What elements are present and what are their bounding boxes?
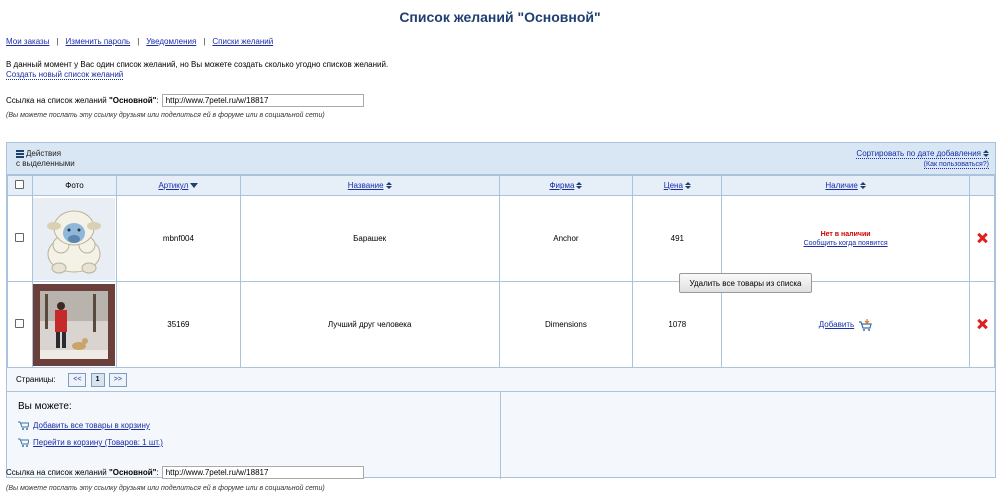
pagination-label: Страницы: [16, 375, 56, 385]
share-label-suffix: : [156, 96, 159, 105]
wishlist-info [6, 60, 388, 80]
row-price: 1078 [633, 282, 722, 368]
share-url-input[interactable] [162, 94, 364, 107]
sort-icon [576, 182, 582, 189]
add-all-to-cart-link[interactable]: Добавить все товары в корзину [33, 421, 150, 430]
delete-icon[interactable] [977, 319, 987, 329]
share-label-suffix: : [156, 468, 159, 477]
share-label-prefix: Ссылка на список желаний [6, 468, 109, 477]
go-to-cart-link[interactable]: Перейти в корзину (Товаров: 1 шт.) [33, 438, 163, 447]
stock-status: Нет в наличии [820, 230, 871, 238]
menu-icon [16, 150, 24, 159]
nav-change-password[interactable]: Изменить пароль [65, 37, 131, 46]
col-photo: Фото [32, 176, 116, 196]
sort-icon [685, 182, 691, 189]
sort-icon [860, 182, 866, 189]
share-link-row-top [6, 94, 364, 107]
sort-icon [386, 182, 392, 189]
sort-price-link[interactable]: Цена [663, 181, 683, 190]
cart-add-icon[interactable] [858, 319, 872, 331]
cart-icon [18, 421, 29, 430]
col-price [633, 176, 722, 196]
nav-notifications[interactable]: Уведомления [146, 37, 197, 46]
row-name: Барашек [240, 196, 499, 282]
share-label-prefix: Ссылка на список желаний [6, 96, 109, 105]
row-name: Лучший друг человека [240, 282, 499, 368]
row-sku: 35169 [116, 282, 240, 368]
nav-my-orders[interactable]: Мои заказы [6, 37, 50, 46]
col-name [240, 176, 499, 196]
table-row [8, 196, 995, 282]
select-all-cell [8, 176, 33, 196]
page-title: Список желаний "Основной" [399, 9, 601, 25]
next-page-button[interactable]: >> [109, 373, 127, 387]
current-page[interactable]: 1 [91, 373, 105, 387]
nav-wishlists[interactable]: Списки желаний [212, 37, 274, 46]
share-label-name: "Основной" [108, 468, 157, 477]
sort-control [856, 149, 989, 170]
table-row [8, 282, 995, 368]
sort-name-link[interactable]: Название [347, 181, 384, 190]
account-nav: Мои заказы | Изменить пароль | Уведомления | Списки желаний [6, 37, 274, 46]
sort-label: Сортировать по дате добавления [856, 149, 981, 158]
share-url-input[interactable] [162, 466, 364, 479]
pagination [16, 373, 127, 387]
share-note: (Вы можете послать эту ссылку друзьям или поделиться ей в форуме или в социальной сети) [6, 112, 325, 119]
add-to-cart-link[interactable]: Добавить [818, 319, 855, 329]
notify-when-available-link[interactable]: Сообщить когда появится [803, 239, 888, 247]
row-brand: Dimensions [499, 282, 633, 368]
delete-icon[interactable] [977, 233, 987, 243]
delete-all-button[interactable]: Удалить все товары из списка [679, 273, 812, 293]
share-label-name: "Основной" [108, 96, 157, 105]
actions-menu[interactable] [16, 149, 75, 168]
select-all-checkbox[interactable] [15, 180, 24, 189]
row-checkbox[interactable] [15, 319, 24, 328]
actions-sublabel: с выделенными [16, 159, 75, 168]
col-delete [969, 176, 994, 196]
sort-by-date-link[interactable] [856, 149, 989, 159]
share-note: (Вы можете послать эту ссылку друзьям или поделиться ей в форуме или в социальной сети) [6, 485, 325, 492]
table-header-row [8, 176, 995, 196]
create-wishlist-link[interactable]: Создать новый список желаний [6, 70, 124, 79]
row-sku: mbnf004 [116, 196, 240, 282]
actions-label: Действия [26, 149, 62, 158]
sort-brand-link[interactable]: Фирма [549, 181, 575, 190]
share-link-row-bottom [6, 466, 364, 479]
cart-icon [18, 438, 29, 447]
row-brand: Anchor [499, 196, 633, 282]
row-price: 491 [633, 196, 722, 282]
product-thumbnail-man-dog[interactable] [33, 284, 115, 366]
col-stock [722, 176, 970, 196]
col-brand [499, 176, 633, 196]
panel-toolbar [7, 143, 995, 175]
sort-icon [983, 150, 989, 157]
info-text: В данный момент у Вас один список желаний, но Вы можете создать сколько угодно списков желаний. [6, 60, 389, 69]
how-to-use-link[interactable]: (Как пользоваться?) [923, 161, 989, 168]
sort-sku-link[interactable]: Артикул [158, 181, 189, 190]
row-checkbox[interactable] [15, 233, 24, 242]
wishlist-panel [6, 142, 996, 478]
prev-page-button[interactable]: << [68, 373, 86, 387]
you-can-heading: Вы можете: [18, 401, 72, 412]
sort-stock-link[interactable]: Наличие [825, 181, 858, 190]
sort-desc-icon [190, 183, 198, 188]
col-sku [116, 176, 240, 196]
product-thumbnail-sheep[interactable] [33, 198, 115, 280]
wishlist-table [7, 175, 995, 368]
